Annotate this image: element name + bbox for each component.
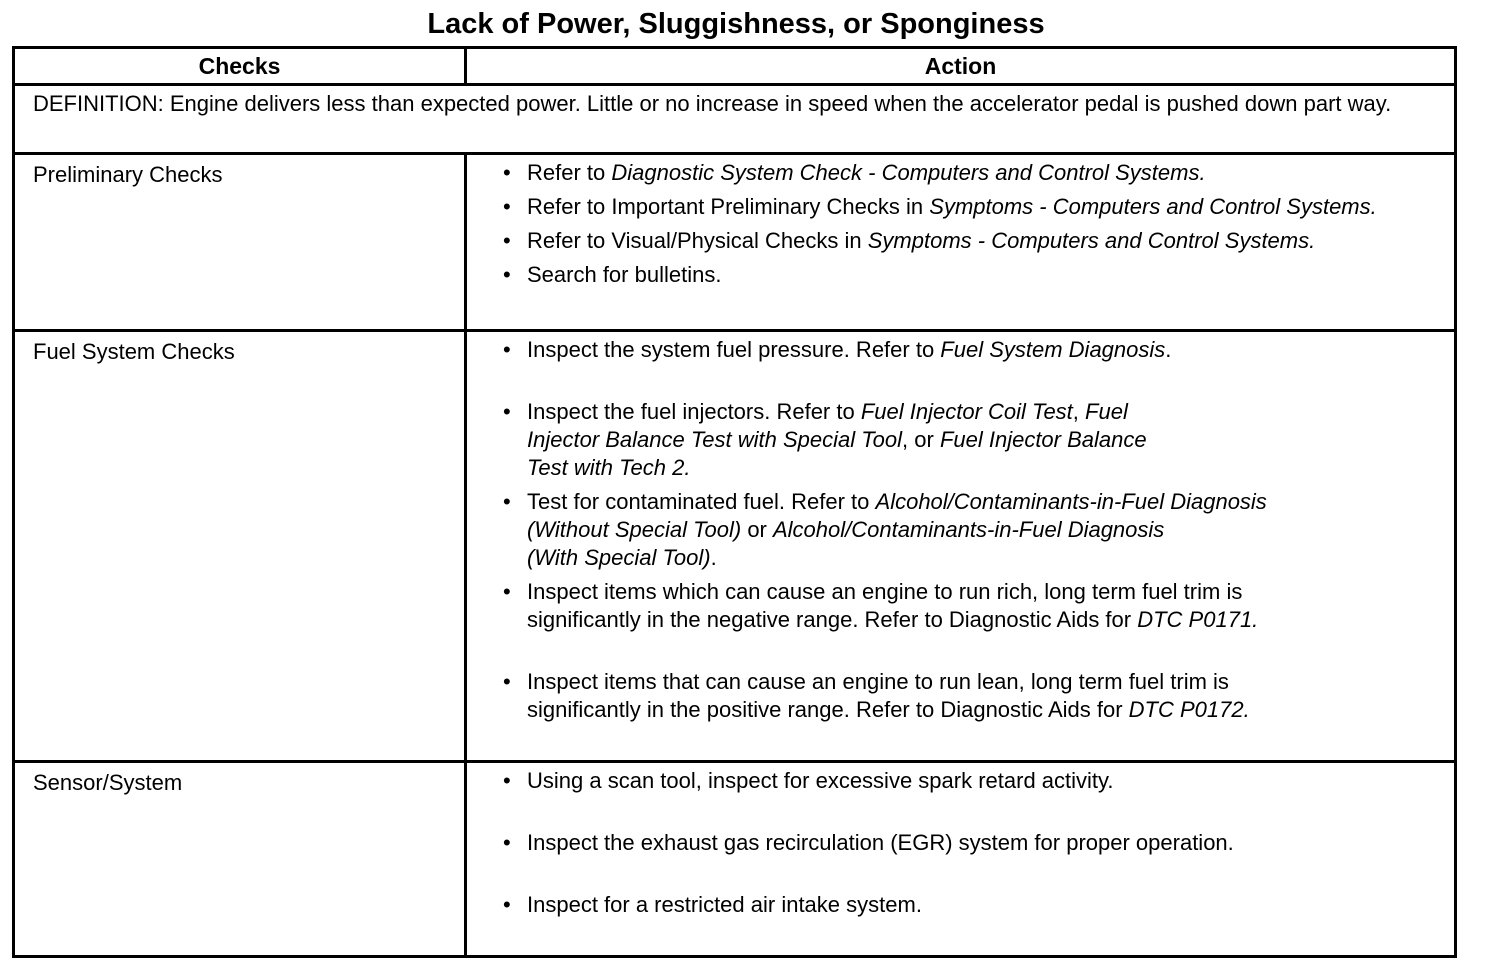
list-item: • Refer to Visual/Physical Checks in Symptoms - Computers and Control Systems. bbox=[503, 227, 1442, 255]
page-title: Lack of Power, Sluggishness, or Sponginess bbox=[427, 8, 1045, 40]
list-item: • Inspect the exhaust gas recirculation (EGR) system for proper operation. bbox=[503, 829, 1442, 857]
list-item: • Search for bulletins. bbox=[503, 261, 1442, 289]
action-header: Action bbox=[466, 48, 1456, 85]
header-row bbox=[14, 48, 1456, 85]
check-preliminary: Preliminary Checks bbox=[14, 154, 466, 331]
list-item: • Refer to Important Preliminary Checks in Symptoms - Computers and Control Systems. bbox=[503, 193, 1442, 221]
list-item: • Test for contaminated fuel. Refer to Alcohol/Contaminants-in-Fuel Diagnosis (Without Special Tool) or Alcohol/Contaminants-in-Fuel Diagnosis (With Special Tool). bbox=[503, 488, 1442, 572]
definition-row bbox=[14, 85, 1456, 154]
check-sensor-system: Sensor/System bbox=[14, 762, 466, 957]
list-item: • Inspect the system fuel pressure. Refer to Fuel System Diagnosis. bbox=[503, 336, 1442, 364]
diagnostic-table bbox=[12, 46, 1457, 958]
list-item: • Using a scan tool, inspect for excessive spark retard activity. bbox=[503, 767, 1442, 795]
list-item: • Refer to Diagnostic System Check - Computers and Control Systems. bbox=[503, 159, 1442, 187]
definition-text: DEFINITION: Engine delivers less than expected power. Little or no increase in speed when the accelerator pedal is pushed down part way. bbox=[14, 85, 1456, 154]
list-item: • Inspect items that can cause an engine to run lean, long term fuel trim is significantly in the positive range. Refer to Diagnostic Aids for DTC P0172. bbox=[503, 668, 1442, 724]
table-row bbox=[14, 154, 1456, 331]
checks-header: Checks bbox=[14, 48, 466, 85]
table-row bbox=[14, 331, 1456, 762]
actions-fuel-system bbox=[466, 331, 1456, 762]
list-item: • Inspect items which can cause an engine to run rich, long term fuel trim is significantly in the negative range. Refer to Diagnostic Aids for DTC P0171. bbox=[503, 578, 1442, 634]
list-item: • Inspect for a restricted air intake system. bbox=[503, 891, 1442, 919]
actions-sensor-system bbox=[466, 762, 1456, 957]
actions-preliminary bbox=[466, 154, 1456, 331]
check-fuel-system: Fuel System Checks bbox=[14, 331, 466, 762]
table-row bbox=[14, 762, 1456, 957]
list-item: • Inspect the fuel injectors. Refer to Fuel Injector Coil Test, Fuel Injector Balance Test with Special Tool, or Fuel Injector Balance Test with Tech 2. bbox=[503, 398, 1442, 482]
